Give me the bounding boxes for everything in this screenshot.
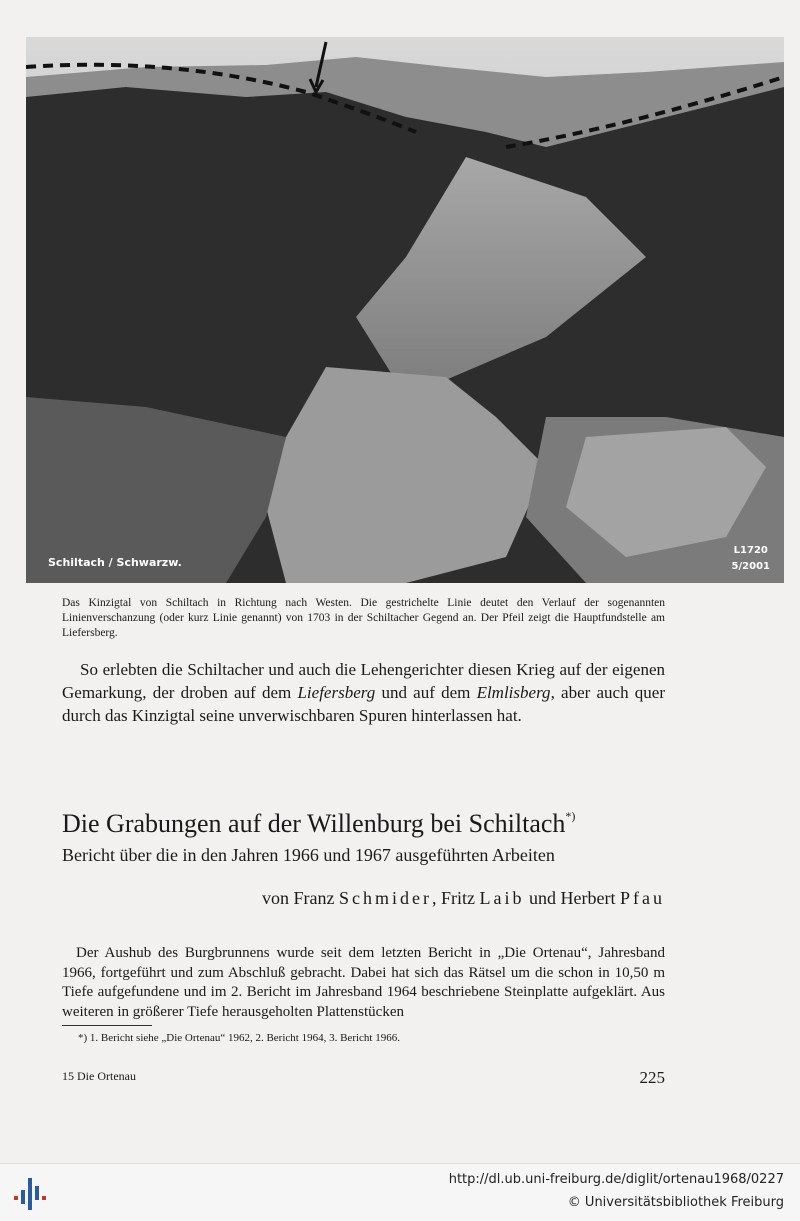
- article-title: [62, 800, 575, 840]
- place-elmlisberg: Elmlisberg: [476, 683, 551, 702]
- author-sep-1: , Fritz: [432, 888, 480, 908]
- viewer-footer: [0, 1163, 800, 1221]
- page-number: 225: [639, 1068, 665, 1087]
- ub-freiburg-logo-icon: [12, 1176, 48, 1212]
- author-laib: Laib: [479, 888, 525, 908]
- article-subtitle: Bericht über die in den Jahren 1966 und 1967 ausgeführten Arbeiten: [62, 845, 555, 865]
- article-body: Der Aushub des Burgbrunnens wurde seit dem letzten Bericht in „Die Ortenau“, Jahresband 1966, fortgeführt und zum Abschluß gebracht. Dabei hat sich das Rätsel um die schon in 10,50 m Tiefe aufgefundene und im 2. Bericht im Jahresband 1964 beschriebene Steinplatte aufgeklärt. Aus weiteren in größerer Tiefe herausgeholten Plattenstücken: [62, 945, 665, 1020]
- author-prefix: von Franz: [262, 888, 340, 908]
- page-signature: 15 Die Ortenau: [62, 1069, 136, 1083]
- footnote: *) 1. Bericht siehe „Die Ortenau“ 1962, 2. Bericht 1964, 3. Bericht 1966.: [78, 1032, 400, 1044]
- aerial-photo-drawing: [26, 37, 784, 583]
- photo-location-label: Schiltach / Schwarzw.: [48, 556, 182, 569]
- article-title-text: Die Grabungen auf der Willenburg bei Schiltach: [62, 809, 566, 838]
- article-authors: [62, 886, 665, 910]
- copyright-notice: © Universitätsbibliothek Freiburg: [567, 1195, 784, 1210]
- photo-code-label: [732, 543, 770, 575]
- place-liefersberg: Liefersberg: [297, 683, 376, 702]
- footnote-divider: [62, 1025, 152, 1026]
- para-text-1: So erlebten die Schiltacher und auch die Lehengerichter diesen Krieg auf der eigenen Gemarkung, der droben auf dem: [62, 660, 665, 702]
- title-footnote-mark: *): [565, 809, 576, 823]
- para-text-3: , aber auch quer durch das Kinzigtal seine unverwischbaren Spuren hinterlassen hat.: [62, 683, 666, 725]
- photo-date: 5/2001: [731, 561, 770, 572]
- closing-paragraph: [62, 658, 665, 727]
- photo-code: L1720: [733, 545, 768, 556]
- figure-caption: Das Kinzigtal von Schiltach in Richtung nach Westen. Die gestrichelte Linie deutet den Verlauf der sogenannten Linienverschanzung (oder kurz Linie genannt) von 1703 in der Schiltacher Gegend an. Der Pfeil zeigt die Hauptfundstelle am Liefersberg.: [62, 597, 665, 639]
- para-text-2: und auf dem: [375, 683, 477, 702]
- author-sep-2: und Herbert: [524, 888, 620, 908]
- author-pfau: Pfau: [620, 888, 665, 908]
- author-schmider: Schmider: [339, 888, 433, 908]
- aerial-photo: [26, 37, 784, 583]
- document-url-link[interactable]: http://dl.ub.uni-freiburg.de/diglit/ortenau1968/0227: [448, 1172, 784, 1187]
